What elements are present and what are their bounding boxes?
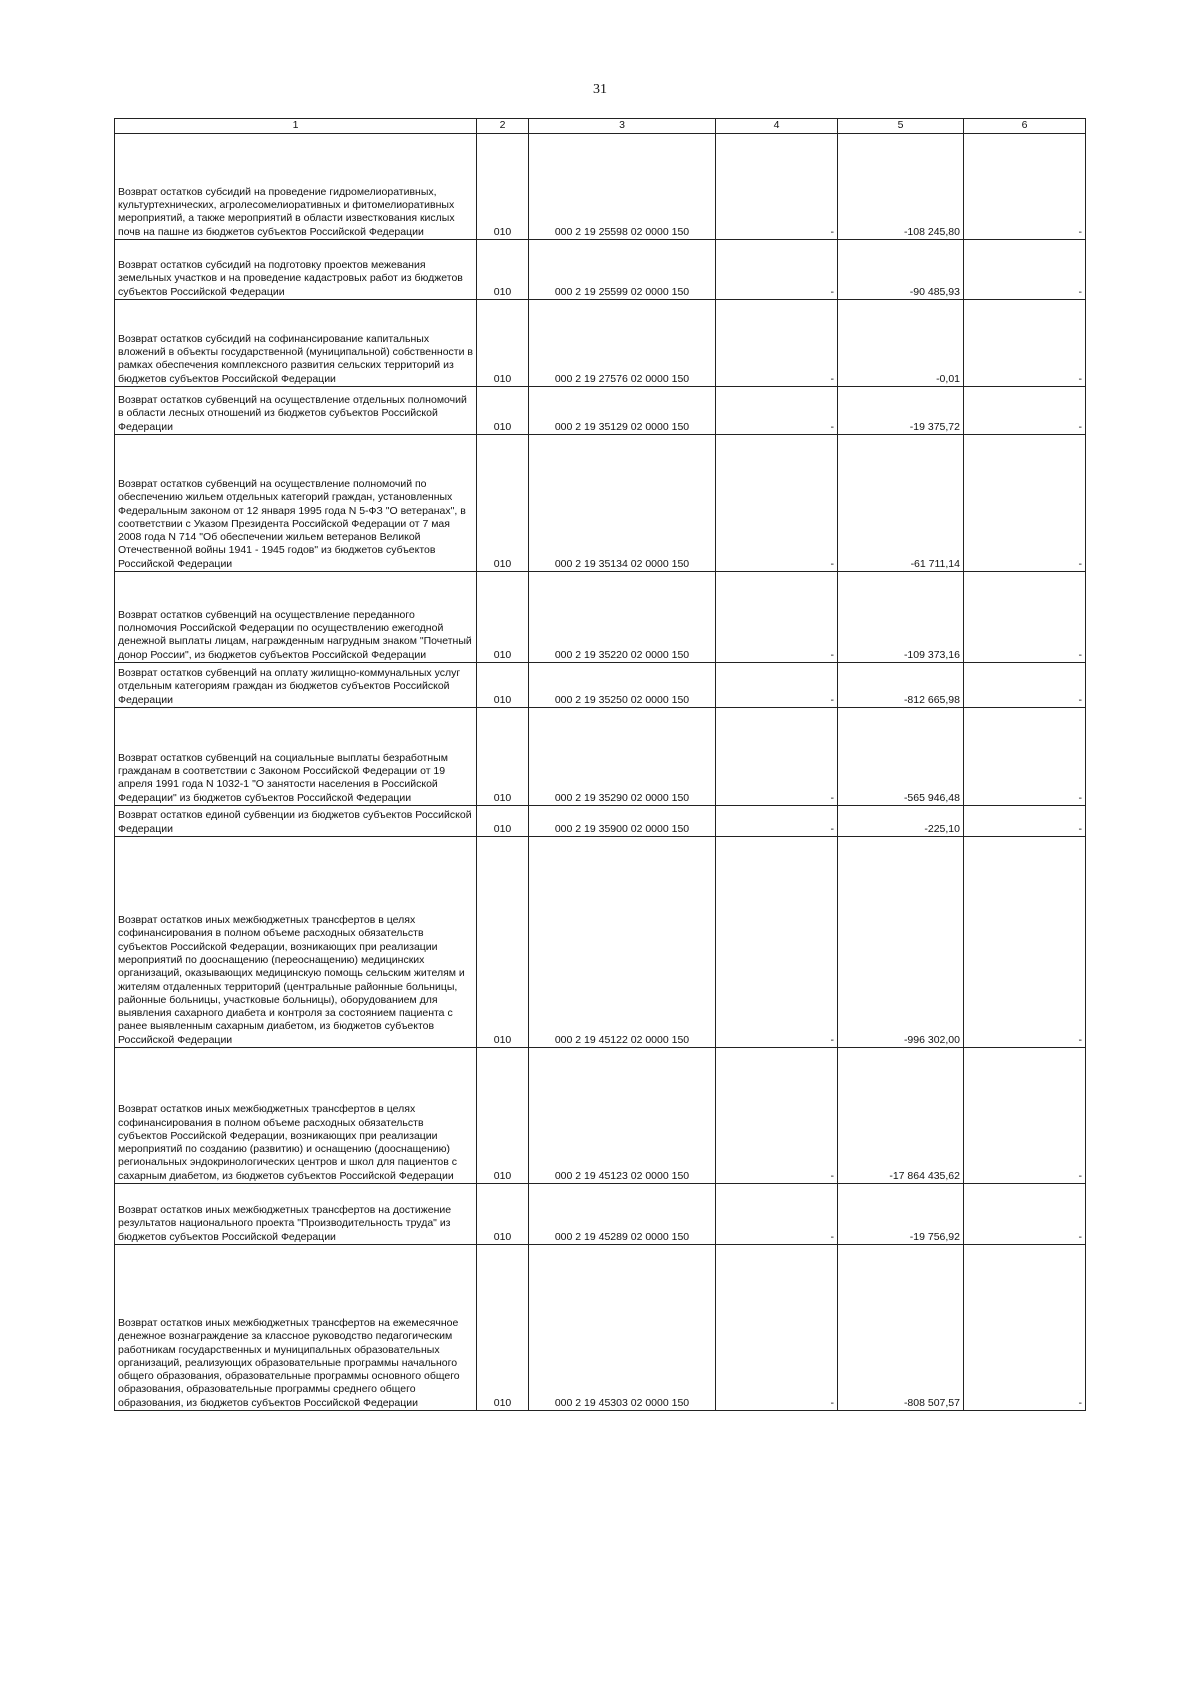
row-col6-value: -	[964, 806, 1086, 837]
table-row	[115, 806, 1086, 837]
row-description: Возврат остатков субвенций на осуществление полномочий по обеспечению жильем отдельных категорий граждан, установленных Федеральным законом от 12 января 1995 года N 5-ФЗ "О ветеранах", в соответствии с Указом Президента Российской Федерации от 7 мая 2008 года N 714 "Об обеспечении жильем ветеранов Великой Отечественной войны 1941 - 1945 годов" из бюджетов субъектов Российской Федерации	[115, 435, 477, 572]
row-budget-code: 000 2 19 45123 02 0000 150	[529, 1048, 716, 1184]
row-col4-value: -	[716, 1184, 838, 1245]
row-budget-code: 000 2 19 35134 02 0000 150	[529, 435, 716, 572]
row-budget-code: 000 2 19 35290 02 0000 150	[529, 708, 716, 806]
row-line-code: 010	[477, 1048, 529, 1184]
table-row	[115, 300, 1086, 387]
row-col6-value: -	[964, 708, 1086, 806]
column-header-1: 1	[115, 119, 477, 134]
row-col4-value: -	[716, 240, 838, 300]
row-description: Возврат остатков субсидий на проведение гидромелиоративных, культуртехнических, агролесомелиоративных и фитомелиоративных мероприятий, а также мероприятий в области известкования кислых почв на пашне из бюджетов субъектов Российской Федерации	[115, 134, 477, 240]
row-col5-value: -812 665,98	[838, 663, 964, 708]
column-header-6: 6	[964, 119, 1086, 134]
row-col5-value: -108 245,80	[838, 134, 964, 240]
row-col4-value: -	[716, 708, 838, 806]
row-budget-code: 000 2 19 45122 02 0000 150	[529, 837, 716, 1048]
row-line-code: 010	[477, 806, 529, 837]
table-row	[115, 1245, 1086, 1411]
row-col5-value: -90 485,93	[838, 240, 964, 300]
row-budget-code: 000 2 19 35250 02 0000 150	[529, 663, 716, 708]
budget-table	[114, 118, 1086, 1411]
column-header-2: 2	[477, 119, 529, 134]
row-col4-value: -	[716, 387, 838, 435]
row-col6-value: -	[964, 300, 1086, 387]
row-line-code: 010	[477, 1245, 529, 1411]
table-header-row	[115, 119, 1086, 134]
row-description: Возврат остатков иных межбюджетных трансфертов в целях софинансирования в полном объеме расходных обязательств субъектов Российской Федерации, возникающих при реализации мероприятий по дооснащению (переоснащению) медицинских организаций, оказывающих медицинскую помощь сельским жителям и жителям отдаленных территорий (центральные районные больницы, районные больницы, участковые больницы), оборудованием для выявления сахарного диабета и контроля за состоянием пациента с ранее выявленным сахарным диабетом, из бюджетов субъектов Российской Федерации	[115, 837, 477, 1048]
row-col5-value: -0,01	[838, 300, 964, 387]
table-row	[115, 572, 1086, 663]
row-col4-value: -	[716, 806, 838, 837]
row-col6-value: -	[964, 1245, 1086, 1411]
row-description: Возврат остатков единой субвенции из бюджетов субъектов Российской Федерации	[115, 806, 477, 837]
row-col5-value: -109 373,16	[838, 572, 964, 663]
column-header-4: 4	[716, 119, 838, 134]
table-row	[115, 387, 1086, 435]
table-row	[115, 663, 1086, 708]
row-col6-value: -	[964, 387, 1086, 435]
row-line-code: 010	[477, 300, 529, 387]
row-col4-value: -	[716, 1245, 838, 1411]
row-col4-value: -	[716, 1048, 838, 1184]
row-line-code: 010	[477, 134, 529, 240]
table-row	[115, 240, 1086, 300]
column-header-3: 3	[529, 119, 716, 134]
table-row	[115, 134, 1086, 240]
row-line-code: 010	[477, 1184, 529, 1245]
row-col4-value: -	[716, 837, 838, 1048]
table-row	[115, 435, 1086, 572]
row-col5-value: -19 756,92	[838, 1184, 964, 1245]
page-number: 31	[593, 82, 607, 97]
table-row	[115, 1184, 1086, 1245]
row-description: Возврат остатков иных межбюджетных трансфертов на достижение результатов национального проекта "Производительность труда" из бюджетов субъектов Российской Федерации	[115, 1184, 477, 1245]
row-col6-value: -	[964, 435, 1086, 572]
row-col4-value: -	[716, 300, 838, 387]
row-col6-value: -	[964, 837, 1086, 1048]
row-col5-value: -996 302,00	[838, 837, 964, 1048]
row-col4-value: -	[716, 435, 838, 572]
row-description: Возврат остатков иных межбюджетных трансфертов в целях софинансирования в полном объеме расходных обязательств субъектов Российской Федерации, возникающих при реализации мероприятий по созданию (развитию) и оснащению (дооснащению) региональных эндокринологических центров и школ для пациентов с сахарным диабетом, из бюджетов субъектов Российской Федерации	[115, 1048, 477, 1184]
row-budget-code: 000 2 19 25599 02 0000 150	[529, 240, 716, 300]
row-description: Возврат остатков субсидий на софинансирование капитальных вложений в объекты государственной (муниципальной) собственности в рамках обеспечения комплексного развития сельских территорий из бюджетов субъектов Российской Федерации	[115, 300, 477, 387]
row-col5-value: -565 946,48	[838, 708, 964, 806]
row-budget-code: 000 2 19 35900 02 0000 150	[529, 806, 716, 837]
row-description: Возврат остатков субвенций на осуществление отдельных полномочий в области лесных отношений из бюджетов субъектов Российской Федерации	[115, 387, 477, 435]
row-budget-code: 000 2 19 27576 02 0000 150	[529, 300, 716, 387]
row-line-code: 010	[477, 837, 529, 1048]
row-line-code: 010	[477, 663, 529, 708]
table-row	[115, 837, 1086, 1048]
row-col5-value: -61 711,14	[838, 435, 964, 572]
row-line-code: 010	[477, 387, 529, 435]
row-line-code: 010	[477, 708, 529, 806]
row-col4-value: -	[716, 134, 838, 240]
row-description: Возврат остатков иных межбюджетных трансфертов на ежемесячное денежное вознаграждение за классное руководство педагогическим работникам государственных и муниципальных образовательных организаций, реализующих образовательные программы начального общего образования, образовательные программы основного общего образования, образовательные программы среднего общего образования, из бюджетов субъектов Российской Федерации	[115, 1245, 477, 1411]
row-col6-value: -	[964, 240, 1086, 300]
row-description: Возврат остатков субвенций на осуществление переданного полномочия Российской Федерации по осуществлению ежегодной денежной выплаты лицам, награжденным нагрудным знаком "Почетный донор России", из бюджетов субъектов Российской Федерации	[115, 572, 477, 663]
row-budget-code: 000 2 19 35129 02 0000 150	[529, 387, 716, 435]
row-line-code: 010	[477, 240, 529, 300]
row-col6-value: -	[964, 572, 1086, 663]
table-row	[115, 1048, 1086, 1184]
row-line-code: 010	[477, 435, 529, 572]
row-budget-code: 000 2 19 35220 02 0000 150	[529, 572, 716, 663]
row-budget-code: 000 2 19 45303 02 0000 150	[529, 1245, 716, 1411]
row-col6-value: -	[964, 134, 1086, 240]
row-col6-value: -	[964, 663, 1086, 708]
row-line-code: 010	[477, 572, 529, 663]
table-row	[115, 708, 1086, 806]
row-description: Возврат остатков субвенций на оплату жилищно-коммунальных услуг отдельным категориям граждан из бюджетов субъектов Российской Федерации	[115, 663, 477, 708]
row-col6-value: -	[964, 1048, 1086, 1184]
column-header-5: 5	[838, 119, 964, 134]
row-col5-value: -225,10	[838, 806, 964, 837]
row-budget-code: 000 2 19 45289 02 0000 150	[529, 1184, 716, 1245]
row-description: Возврат остатков субвенций на социальные выплаты безработным гражданам в соответствии с Законом Российской Федерации от 19 апреля 1991 года N 1032-1 "О занятости населения в Российской Федерации" из бюджетов субъектов Российской Федерации	[115, 708, 477, 806]
row-col6-value: -	[964, 1184, 1086, 1245]
row-col4-value: -	[716, 663, 838, 708]
row-description: Возврат остатков субсидий на подготовку проектов межевания земельных участков и на проведение кадастровых работ из бюджетов субъектов Российской Федерации	[115, 240, 477, 300]
row-col5-value: -808 507,57	[838, 1245, 964, 1411]
row-col5-value: -19 375,72	[838, 387, 964, 435]
row-budget-code: 000 2 19 25598 02 0000 150	[529, 134, 716, 240]
row-col4-value: -	[716, 572, 838, 663]
row-col5-value: -17 864 435,62	[838, 1048, 964, 1184]
